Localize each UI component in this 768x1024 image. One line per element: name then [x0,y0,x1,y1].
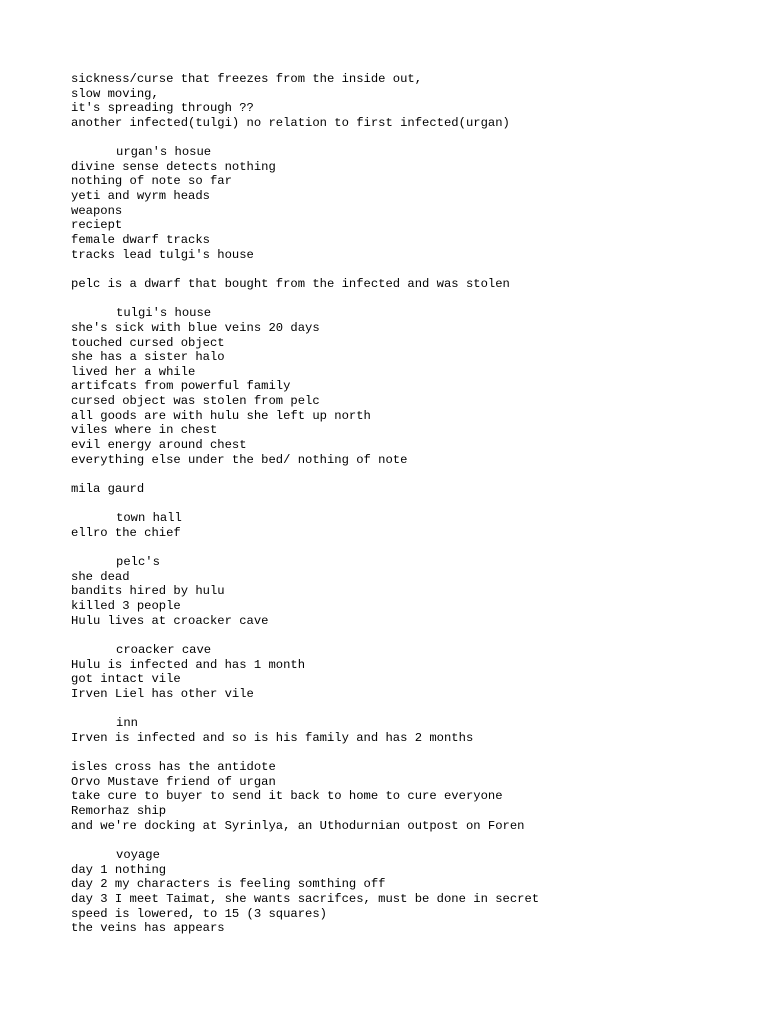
blank-line [71,467,751,482]
section-heading: inn [116,716,138,731]
blank-line [71,292,751,307]
text-line: reciept [71,218,123,233]
text-line: slow moving, [71,86,159,101]
blank-line [71,131,751,146]
text-line: she has a sister halo [71,350,225,365]
text-line: got intact vile [71,672,181,687]
document-page [71,72,751,936]
blank-line [71,541,751,556]
section-heading: tulgi's house [116,306,212,321]
text-line: divine sense detects nothing [71,159,276,174]
text-line: she's sick with blue veins 20 days [71,320,320,335]
text-line: Irven is infected and so is his family and has 2 months [71,730,474,745]
section-heading: urgan's hosue [116,145,212,160]
text-line: yeti and wyrm heads [71,189,210,204]
text-line: and we're docking at Syrinlya, an Uthodurnian outpost on Foren [71,818,525,833]
section-heading: voyage [116,847,160,862]
text-line: isles cross has the antidote [71,760,276,775]
blank-line [71,262,751,277]
text-line: Orvo Mustave friend of urgan [71,774,276,789]
text-line: the veins has appears [71,921,225,936]
text-line: pelc is a dwarf that bought from the infected and was stolen [71,276,510,291]
text-line: artifcats from powerful family [71,379,291,394]
text-line: sickness/curse that freezes from the inside out, [71,72,423,86]
text-line: speed is lowered, to 15 (3 squares) [71,906,327,921]
text-line: cursed object was stolen from pelc [71,394,320,409]
text-line: Hulu is infected and has 1 month [71,657,306,672]
blank-line [71,628,751,643]
blank-line [71,497,751,512]
text-line: lived her a while [71,364,196,379]
text-line: evil energy around chest [71,438,247,453]
text-line: Remorhaz ship [71,804,167,819]
text-line: bandits hired by hulu [71,584,225,599]
text-line: Hulu lives at croacker cave [71,613,269,628]
text-line: weapons [71,203,123,218]
text-line: nothing of note so far [71,174,232,189]
text-line: day 3 I meet Taimat, she wants sacrifces, must be done in secret [71,891,540,906]
text-line: it's spreading through ?? [71,101,254,116]
text-line: everything else under the bed/ nothing of note [71,452,408,467]
text-line: viles where in chest [71,423,218,438]
text-line: another infected(tulgi) no relation to first infected(urgan) [71,115,510,130]
text-line: Irven Liel has other vile [71,686,254,701]
blank-line [71,833,751,848]
text-line: tracks lead tulgi's house [71,247,254,262]
text-line: take cure to buyer to send it back to home to cure everyone [71,789,503,804]
text-line: day 1 nothing [71,862,167,877]
text-line: day 2 my characters is feeling somthing off [71,877,386,892]
section-heading: town hall [116,511,182,526]
blank-line [71,702,751,717]
text-line: mila gaurd [71,481,145,496]
section-heading: croacker cave [116,642,212,657]
section-heading: pelc's [116,555,160,570]
blank-line [71,745,751,760]
text-line: killed 3 people [71,599,181,614]
text-line: she dead [71,569,130,584]
text-line: touched cursed object [71,335,225,350]
text-line: all goods are with hulu she left up north [71,408,371,423]
text-line: female dwarf tracks [71,233,210,248]
text-line: ellro the chief [71,525,181,540]
